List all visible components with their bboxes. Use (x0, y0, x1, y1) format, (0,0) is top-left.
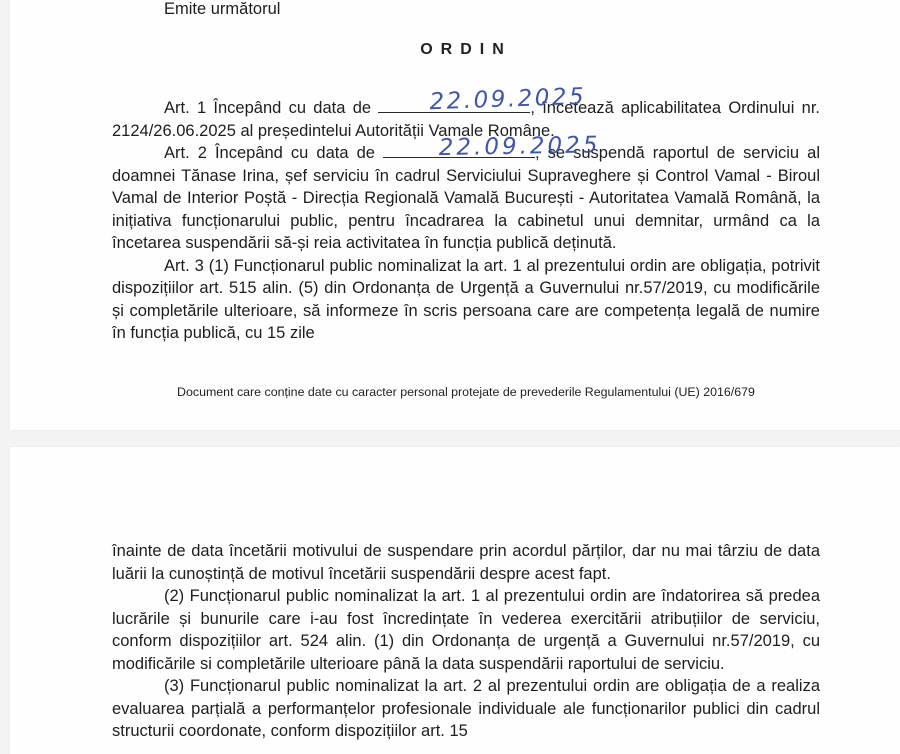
page-2 (10, 447, 900, 754)
order-title: ORDIN (420, 40, 512, 58)
gdpr-footer-note: Document care conține date cu caracter personal protejate de prevederile Regulamentului (UE) 2016/679 (177, 385, 755, 399)
page-2-continuation-paragraph: înainte de data încetării motivului de suspendare prin acordul părților, dar nu mai târziu de data luării la cunoștință de motivul încetării suspendării despre acest fapt. (112, 542, 820, 583)
article-3-alin-2-paragraph: (2) Funcționarul public nominalizat la art. 1 al prezentului ordin are îndatorirea să predea lucrările și bunurile care i-au fost încredințate în vederea exercitării atribuțiilor de serviciu, conform dispozițiilor art. 524 alin. (1) din Ordonanța de urgență a Guvernului nr.57/2019, cu modificările si completările ulterioare până la data suspendării raportului de serviciu. (112, 587, 820, 673)
article-1-lead: Art. 1 Începând cu data de (164, 99, 372, 117)
article-3-alin-3-paragraph: (3) Funcționarul public nominalizat la art. 2 al prezentului ordin are obligația de a realiza evaluarea parțială a performanțelor profesionale individuale ale funcționarilor publici din cadrul structurii coordonate, conform dispozițiilor art. 15 (112, 677, 820, 740)
date-blank-line-2 (383, 132, 601, 162)
date-blank-line-1 (378, 83, 587, 116)
handwritten-date-1: 22.09.2025 (429, 83, 587, 116)
page-1 (10, 0, 900, 430)
article-2-rest: , se suspendă raportul de serviciu al doamnei Tănase Irina, șef serviciu în cadrul Serviciului Supraveghere și Control Vamal - Biroul Vamal de Interior Poștă - Direcția Regională Vamală București - Autoritatea Vamală Română, la inițiativa funcționarului public, pentru încadrarea la cabinetul unui demnitar, urmând ca la încetarea suspendării să-și reia activitatea în funcția publică deținută. (112, 144, 820, 252)
article-1-rest: , încetează aplicabilitatea Ordinului nr. 2124/26.06.2025 al președintelui Autorității Vamale Române. (112, 99, 820, 140)
page-2-text (112, 540, 820, 743)
article-2-lead: Art. 2 Începând cu data de (164, 144, 375, 162)
handwritten-date-2: 22.09.2025 (438, 132, 601, 162)
page-1-text (112, 0, 820, 345)
article-2-paragraph (112, 132, 820, 255)
emitter-line: Emite următorul (164, 0, 281, 18)
article-3-paragraph: Art. 3 (1) Funcționarul public nominalizat la art. 1 al prezentului ordin are obligația, potrivit dispozițiilor art. 515 alin. (5) din Ordonanța de Urgență a Guvernului nr.57/2019, cu modificările și completările ulterioare, să informeze în scris persoana care are competența legală de numire în funcția publică, cu 15 zile (112, 256, 820, 342)
